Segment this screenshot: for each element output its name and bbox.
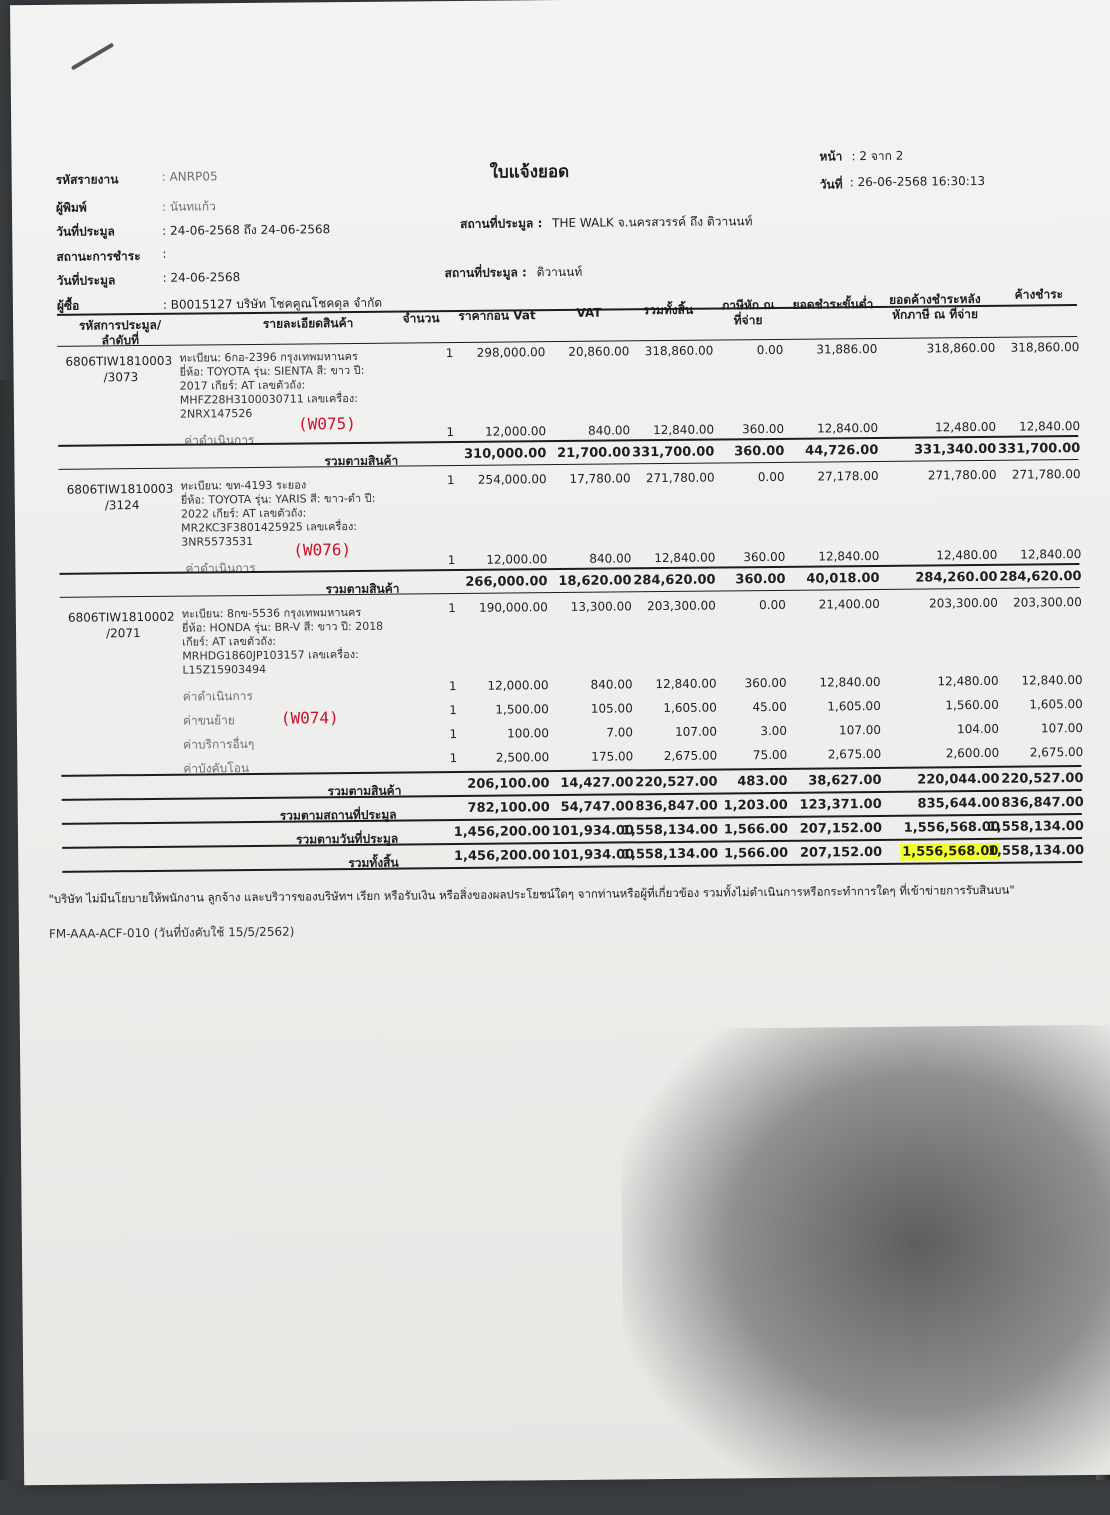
cell-value: 17,780.00 [569, 471, 631, 486]
cell-value: 105.00 [590, 701, 633, 716]
fee-label: ค่าบังคับโอน [183, 761, 250, 776]
col-header-outstanding: ค้างชำระ [1014, 287, 1064, 302]
handwritten-note: (W074) [280, 708, 339, 728]
cell-value: 1 [447, 553, 456, 568]
cell-value: 12,840.00 [1020, 547, 1082, 562]
cell-value: 2,500.00 [495, 750, 550, 765]
cell-value: 360.00 [744, 675, 787, 691]
auction-date-label: วันที่ประมูล [56, 224, 115, 239]
subtotal-label: รวมตามสินค้า [325, 581, 400, 597]
fee-label: ค่าบริการอื่นๆ [183, 736, 255, 752]
col-header-qty: จำนวน [402, 311, 440, 326]
cell-value: 101,934.00 [551, 823, 635, 840]
cell-value: 1,605.00 [827, 698, 881, 714]
cell-value: 1,556,568.00 [903, 819, 1001, 836]
fee-label: ค่าดำเนินการ [182, 688, 253, 704]
disclaimer-text: "บริษัท ไม่มีนโยบายให้พนักงาน ลูกจ้าง และบริวารของบริษัทฯ เรียก หรือรับเงิน หรือสิ่งของผลประโยชน์ใดๆ จากท่านหรือผู้ที่เกี่ยวข้อง รวมทั้งไม่ดำเนินการหรือกระทำการใดๆ ที่เข้าข่ายการรับสินบน" [48, 882, 1015, 906]
cell-value: 1,566.00 [723, 845, 789, 862]
cell-value: 12,840.00 [816, 420, 879, 436]
cell-value: 1 [448, 679, 457, 694]
cell-value: 1 [448, 601, 456, 616]
cell-value: 1,203.00 [723, 797, 788, 814]
cell-value: 0.00 [756, 342, 784, 358]
cell-value: 14,427.00 [560, 775, 634, 792]
cell-value: 3.00 [760, 723, 788, 739]
cell-value: 1,558,134.00 [987, 843, 1085, 859]
report-code-label: รหัสรายงาน [55, 172, 119, 187]
cell-value: 1,558,134.00 [621, 846, 719, 863]
cell-value: 207,152.00 [799, 820, 883, 837]
fee-label: ค่าดำเนินการ [185, 560, 256, 576]
cell-value: 20,860.00 [568, 344, 630, 359]
cell-value: 1,558,134.00 [987, 819, 1085, 835]
handwritten-note: (W076) [293, 540, 352, 560]
cell-value: 840.00 [589, 551, 632, 566]
location-value: THE WALK จ.นครสวรรค์ ถึง ดิวานนท์ [552, 214, 753, 231]
cell-value: 483.00 [737, 773, 788, 790]
cell-value: 12,840.00 [1021, 673, 1083, 688]
cell-value: 1,605.00 [663, 700, 717, 716]
cell-value: 284,620.00 [633, 572, 716, 589]
printer-value: : นันทแก้ว [161, 199, 216, 214]
auction-sequence: /3073 [103, 370, 139, 385]
auction-sequence: /3124 [104, 498, 140, 513]
cell-value: 21,400.00 [818, 596, 880, 612]
cell-value: 360.00 [742, 421, 785, 437]
phone-shadow [620, 1024, 1110, 1509]
auction-code: 6806TIW1810003 [66, 481, 174, 497]
payment-status-label: สถานะการชำระ [56, 249, 141, 264]
cell-value: 101,934.00 [551, 847, 635, 864]
col-header-min-payment: ยอดชำระขั้นต่ำ [792, 297, 874, 312]
fee-label: ค่าขนย้าย [182, 713, 235, 728]
cell-value: 1,500.00 [495, 702, 549, 717]
item-description: ทะเบียน: 6กอ-2396 กรุงเทพมหานคร ยี่ห้อ: TOYOTA รุ่น: SIENTA สี: ขาว ปี: 2017 เกียร์: AT เลขตัวถัง: MHFZ28H3100030711 เลขเครื่อง: 2NRX147526 [179, 349, 365, 421]
fee-label: ค่าดำเนินการ [184, 432, 255, 448]
total-by-location-label: รวมตามสถานที่ประมูล [279, 807, 397, 823]
cell-value: 310,000.00 [464, 446, 547, 462]
cell-value: 331,700.00 [998, 441, 1081, 457]
cell-value: 254,000.00 [477, 472, 547, 487]
cell-value: 12,000.00 [487, 678, 549, 693]
cell-value: 44,726.00 [805, 442, 879, 459]
cell-value: 840.00 [588, 423, 631, 438]
cell-value: 203,300.00 [929, 595, 998, 611]
auction-date2-value: : 24-06-2568 [162, 270, 241, 285]
cell-value: 331,700.00 [632, 444, 715, 461]
page-value: : 2 จาก 2 [851, 148, 904, 164]
cell-value: 12,840.00 [652, 422, 715, 438]
cell-value: 1 [446, 473, 455, 488]
cell-value: 190,000.00 [479, 600, 548, 615]
cell-value: 271,780.00 [927, 467, 997, 483]
printer-label: ผู้พิมพ์ [55, 200, 87, 215]
handwritten-note: (W075) [297, 413, 356, 434]
cell-value: 360.00 [743, 549, 786, 565]
cell-value: 1 [445, 346, 454, 361]
buyer-label: ผู้ซื้อ [56, 298, 80, 313]
cell-value: 2,675.00 [827, 746, 882, 762]
cell-value: 220,044.00 [917, 771, 1000, 788]
report-code-value: : ANRP05 [161, 169, 218, 184]
cell-value: 12,840.00 [654, 550, 716, 566]
cell-value: 1,456,200.00 [453, 848, 551, 865]
col-header-outstanding-after-tax: ยอดค้างชำระหลัง หักภาษี ณ ที่จ่าย [889, 291, 981, 322]
cell-value: 835,644.00 [917, 795, 1000, 812]
cell-value: 12,840.00 [1018, 419, 1081, 434]
cell-value: 12,480.00 [936, 547, 998, 563]
staple-mark [71, 43, 114, 71]
cell-value: 1 [449, 703, 457, 718]
cell-value: 12,480.00 [934, 419, 997, 435]
location2-value: ติวานนท์ [536, 264, 583, 280]
total-by-date-label: รวมตามวันที่ประมูล [295, 831, 399, 847]
cell-value: 207,152.00 [799, 844, 883, 861]
cell-value: 220,527.00 [1001, 771, 1084, 787]
cell-value: 331,340.00 [914, 441, 997, 458]
cell-value: 318,860.00 [926, 340, 996, 356]
cell-value: 1,605.00 [1029, 697, 1083, 712]
cell-value: 318,860.00 [644, 343, 714, 359]
cell-value: 318,860.00 [1010, 340, 1080, 355]
cell-value: 175.00 [591, 749, 634, 764]
location2-label: สถานที่ประมูล : [444, 265, 527, 281]
cell-value: 203,300.00 [1013, 595, 1082, 610]
cell-value: 1 [449, 751, 458, 766]
cell-value: 0.00 [757, 469, 785, 485]
col-header-description: รายละเอียดสินค้า [262, 315, 354, 331]
cell-value: 31,886.00 [816, 341, 878, 357]
cell-value: 21,700.00 [557, 445, 631, 462]
col-header-withholding-tax: ภาษีหัก ณ ที่จ่าย [721, 297, 775, 328]
cell-value: 2,675.00 [1029, 745, 1084, 760]
payment-status-value: : [162, 246, 167, 261]
cell-value: 1,558,134.00 [621, 822, 719, 839]
item-description: ทะเบียน: 8กข-5536 กรุงเทพมหานคร ยี่ห้อ: HONDA รุ่น: BR-V สี: ขาว ปี: 2018 เกียร์: AT เลขตัวถัง: MRHDG1860JP103157 เลขเครื่อง: L15Z15903494 [181, 605, 384, 677]
cell-value: 836,847.00 [635, 798, 718, 815]
grand-total-label: รวมทั้งสิ้น [348, 855, 399, 871]
auction-date-value: : 24-06-2568 ถึง 24-06-2568 [162, 222, 331, 238]
location-label: สถานที่ประมูล : [460, 216, 543, 231]
auction-code: 6806TIW1810002 [67, 609, 175, 625]
document-title: ใบแจ้งยอด [489, 161, 570, 183]
cell-value: 782,100.00 [467, 800, 550, 816]
print-date-label: วันที่ [819, 177, 843, 192]
cell-value: 54,747.00 [560, 799, 634, 816]
col-header-total: รวมทั้งสิ้น [642, 302, 694, 318]
cell-value: 271,780.00 [1011, 467, 1081, 482]
cell-value: 2,675.00 [663, 748, 718, 764]
cell-value: 123,371.00 [799, 796, 882, 813]
auction-sequence: /2071 [105, 626, 141, 641]
cell-value: 0.00 [759, 597, 786, 613]
auction-date2-label: วันที่ประมูล [56, 273, 116, 288]
cell-value: 266,000.00 [465, 574, 548, 590]
cell-value: 12,840.00 [819, 674, 881, 690]
auction-code: 6806TIW1810003 [65, 353, 173, 369]
cell-value: 12,840.00 [818, 548, 880, 564]
page-label: หน้า [819, 149, 843, 164]
subtotal-label: รวมตามสินค้า [327, 783, 402, 799]
cell-value: 12,000.00 [486, 552, 548, 567]
cell-value: 271,780.00 [645, 470, 715, 486]
cell-value: 12,480.00 [937, 673, 999, 689]
statement-document [10, 0, 1110, 1485]
cell-value: 1,560.00 [945, 697, 999, 713]
highlighted-amount: 1,556,568.00 [900, 843, 1000, 861]
cell-value: 360.00 [734, 443, 785, 460]
cell-value: 40,018.00 [806, 570, 880, 587]
cell-value: 840.00 [590, 677, 633, 692]
cell-value: 12,840.00 [655, 676, 717, 692]
cell-value: 2,600.00 [945, 745, 1000, 761]
cell-value: 360.00 [735, 571, 786, 588]
cell-value: 38,627.00 [808, 772, 882, 789]
item-description: ทะเบียน: ขท-4193 ระยอง ยี่ห้อ: TOYOTA รุ่น: YARIS สี: ขาว-ดำ ปี: 2022 เกียร์: AT เลขตัวถัง: MR2KC3F3801425925 เลขเครื่อง: 3NR5573531 [180, 478, 376, 549]
col-header-vat: VAT [576, 305, 602, 320]
form-code: FM-AAA-ACF-010 (วันที่บังคับใช้ 15/5/2562) [48, 924, 295, 941]
cell-value: 75.00 [752, 747, 788, 763]
cell-value: 1 [446, 425, 455, 440]
col-header-code: รหัสการประมูล/ ลำดับที่ [78, 317, 162, 348]
cell-value: 206,100.00 [467, 776, 550, 792]
cell-value: 100.00 [506, 726, 550, 741]
cell-value: 12,000.00 [484, 424, 547, 439]
cell-value: 203,300.00 [647, 598, 716, 614]
cell-value: 104.00 [956, 721, 1000, 737]
cell-value: 107.00 [1040, 721, 1084, 736]
cell-value: 45.00 [752, 699, 787, 715]
cell-value: 284,260.00 [915, 569, 998, 586]
col-header-pre-vat: ราคาก่อน Vat [458, 308, 536, 323]
cell-value: 107.00 [838, 722, 882, 738]
cell-value: 18,620.00 [558, 573, 632, 590]
cell-value: 13,300.00 [570, 599, 632, 614]
cell-value: 107.00 [674, 724, 718, 739]
cell-value: 220,527.00 [635, 774, 718, 791]
print-date-value: : 26-06-2568 16:30:13 [849, 173, 986, 190]
buyer-value: : B0015127 บริษัท โชคคูณโชคดุล จำกัด [162, 295, 383, 312]
cell-value: 298,000.00 [476, 345, 546, 360]
cell-value: 1,566.00 [723, 821, 789, 838]
cell-value: 7.00 [606, 725, 634, 740]
cell-value: 836,847.00 [1001, 795, 1084, 811]
cell-value: 1,456,200.00 [453, 824, 551, 841]
cell-value: 284,620.00 [999, 569, 1082, 585]
cell-value: 27,178.00 [817, 468, 879, 484]
cell-value: 1 [449, 727, 458, 742]
subtotal-label: รวมตามสินค้า [324, 453, 399, 469]
